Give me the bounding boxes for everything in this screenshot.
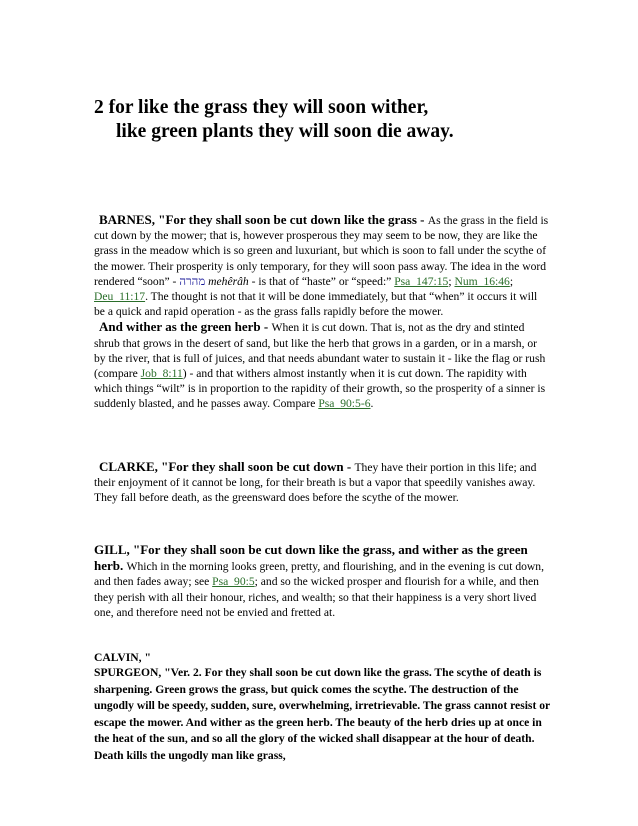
hebrew-word: מהרה — [179, 274, 206, 288]
barnes-text-2: - is that of “haste” or “speed:” — [248, 274, 395, 288]
link-psa-147-15[interactable]: Psa_147:15 — [394, 274, 449, 288]
calvin-heading: CALVIN, " — [94, 651, 151, 664]
link-psa-90-5-6[interactable]: Psa_90:5-6 — [318, 397, 371, 411]
link-job-8-11[interactable]: Job_8:11 — [140, 367, 183, 381]
transliteration: mehêrâh — [208, 274, 249, 288]
link-deu-11-17[interactable]: Deu_11:17 — [94, 290, 146, 304]
barnes-text-1: As the grass in the field is cut down by the mower; that is, however prosperous they may seem to be now, they are like the grass in the meadow which is so green and luxuriant, but which is soon to fall under the scythe of the mower. Their prosperity is only temporary, for they will soon pass away. The idea in the word rendered “soon” - — [94, 214, 549, 288]
separator: ; — [509, 274, 514, 288]
barnes-subheading: And wither as the green herb - — [99, 319, 272, 335]
verse-line-1: 2 for like the grass they will soon wither, — [94, 97, 429, 118]
separator: ; — [448, 274, 455, 288]
calvin-commentary — [94, 650, 550, 665]
link-psa-90-5[interactable]: Psa_90:5 — [212, 575, 255, 589]
barnes-text-5: ) - and that withers almost instantly when it is cut down. The rapidity with which things “wilt” is in proportion to the rapidity of their growth, so the prosperity of a sinner is suddenly blasted, and he passes away. Compare — [94, 367, 546, 411]
barnes-commentary — [94, 212, 550, 412]
gill-heading: GILL, "For they shall soon be cut down like the grass, and wither as the green herb. — [94, 542, 528, 574]
barnes-heading: BARNES, "For they shall soon be cut down like the grass - — [99, 212, 428, 227]
barnes-end: . — [370, 397, 374, 411]
gill-text-1: Which in the morning looks green, pretty, and flourishing, and in the evening is cut down, and then fades away; see — [94, 560, 545, 589]
spurgeon-text: SPURGEON, "Ver. 2. For they shall soon be cut down like the grass. The scythe of death is sharpening. Green grows the grass, but quick comes the scythe. The destruction of the ungodly will be speedy, sudden, sure, overwhelming, irretrievable. The grass cannot resist or escape the mower. And wither as the green herb. The beauty of the herb dries up at once in the heat of the sun, and so all the glory of the wicked shall disappear at the hour of death. Death kills the ungodly man like grass, — [94, 666, 550, 762]
barnes-text-4: When it is cut down. That is, not as the dry and stinted shrub that grows in the desert of sand, but like the herb that grows in a garden, or in a marsh, or by the river, that is full of juices, and that needs abundant water to sustain it - like the flag or rush (compare — [94, 321, 546, 381]
spurgeon-commentary — [94, 665, 550, 765]
gill-text-2: ; and so the wicked prosper and flourish for a while, and then they perish with all their honour, riches, and wealth; so that their happiness is a very short lived one, and therefore need not be envied and fretted at. — [94, 575, 539, 619]
verse-heading — [94, 96, 574, 144]
gill-commentary — [94, 542, 550, 620]
clarke-heading: CLARKE, "For they shall soon be cut down - — [99, 459, 355, 474]
verse-line-2: like green plants they will soon die away. — [116, 121, 454, 142]
clarke-text: They have their portion in this life; and their enjoyment of it cannot be long, for their breath is but a vapor that speedily vanishes away. They fall before death, as the greensward does before the scythe of the mower. — [94, 461, 537, 505]
clarke-commentary — [94, 459, 550, 506]
link-num-16-46[interactable]: Num_16:46 — [454, 274, 510, 288]
barnes-text-3: . The thought is not that it will be done immediately, but that “when” it occurs it will be a quick and rapid operation - as the grass falls rapidly before the mower. — [94, 290, 538, 319]
